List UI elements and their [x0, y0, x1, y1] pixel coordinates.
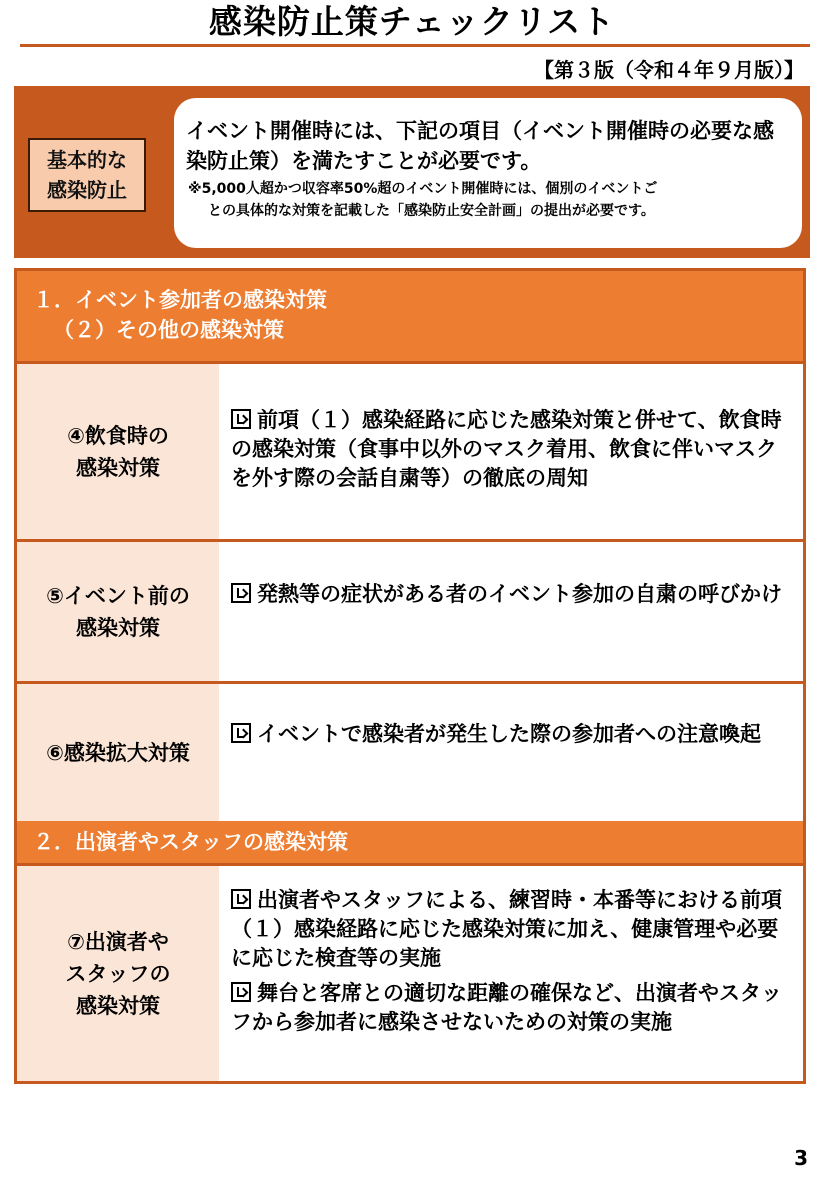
row-content [219, 684, 803, 821]
checklist-row-staff [17, 863, 803, 1081]
check-item-text: 発熱等の症状がある者のイベント参加の自粛の呼びかけ [257, 582, 782, 606]
row-label: ④飲食時の 感染対策 [17, 364, 219, 539]
row-label: ⑦出演者や スタッフの 感染対策 [17, 866, 219, 1081]
note-line-2: との具体的な対策を記載した「感染防止安全計画」の提出が必要です。 [208, 203, 655, 219]
checkbox-icon [231, 982, 251, 1002]
title-divider [20, 44, 810, 47]
section-2-header: ２．出演者やスタッフの感染対策 [17, 821, 803, 863]
check-item [231, 886, 793, 973]
edition-label: 【第３版（令和４年９月版）】 [534, 58, 804, 82]
check-item [231, 979, 793, 1037]
check-item-text: イベントで感染者が発生した際の参加者への注意喚起 [257, 722, 761, 746]
checklist-row-eating [17, 361, 803, 539]
check-item-text: 舞台と客席との適切な距離の確保など、出演者やスタッフから参加者に感染させないための対策の実施 [231, 981, 782, 1034]
section-1-header [17, 271, 803, 361]
check-item-text: 前項（１）感染経路に応じた感染対策と併せて、飲食時の感染対策（食事中以外のマスク着用、飲食に伴いマスクを外す際の会話自粛等）の徹底の周知 [231, 408, 782, 490]
check-item [231, 720, 793, 749]
page-number: 3 [794, 1146, 808, 1170]
row-label: ⑥感染拡大対策 [17, 684, 219, 821]
row-content [219, 364, 803, 539]
row-content [219, 866, 803, 1081]
basic-prevention-text: イベント開催時には、下記の項目（イベント開催時の必要な感染防止策）を満たすことが必要です。 [186, 119, 774, 173]
checkbox-icon [231, 583, 251, 603]
check-item-text: 出演者やスタッフによる、練習時・本番等における前項（１）感染経路に応じた感染対策に加え、健康管理や必要に応じた検査等の実施 [231, 888, 782, 970]
checklist-row-spread [17, 681, 803, 821]
check-item [231, 580, 793, 609]
basic-prevention-note [186, 178, 792, 222]
row-label: ⑤イベント前の 感染対策 [17, 542, 219, 681]
basic-prevention-label: 基本的な 感染防止 [28, 138, 146, 212]
note-line-1: ※5,000人超かつ収容率50%超のイベント開催時には、個別のイベントご [188, 181, 658, 197]
checkbox-icon [231, 409, 251, 429]
checklist-table [14, 268, 806, 1084]
page-title: 感染防止策チェックリスト [208, 2, 616, 41]
section-1-heading: １．イベント参加者の感染対策 [33, 288, 327, 312]
section-1-subheading: （２）その他の感染対策 [53, 318, 284, 342]
check-item [231, 406, 793, 493]
basic-prevention-box [174, 98, 802, 248]
checklist-row-before-event [17, 539, 803, 681]
row-content [219, 542, 803, 681]
checkbox-icon [231, 889, 251, 909]
basic-prevention-panel [14, 86, 810, 258]
checkbox-icon [231, 723, 251, 743]
